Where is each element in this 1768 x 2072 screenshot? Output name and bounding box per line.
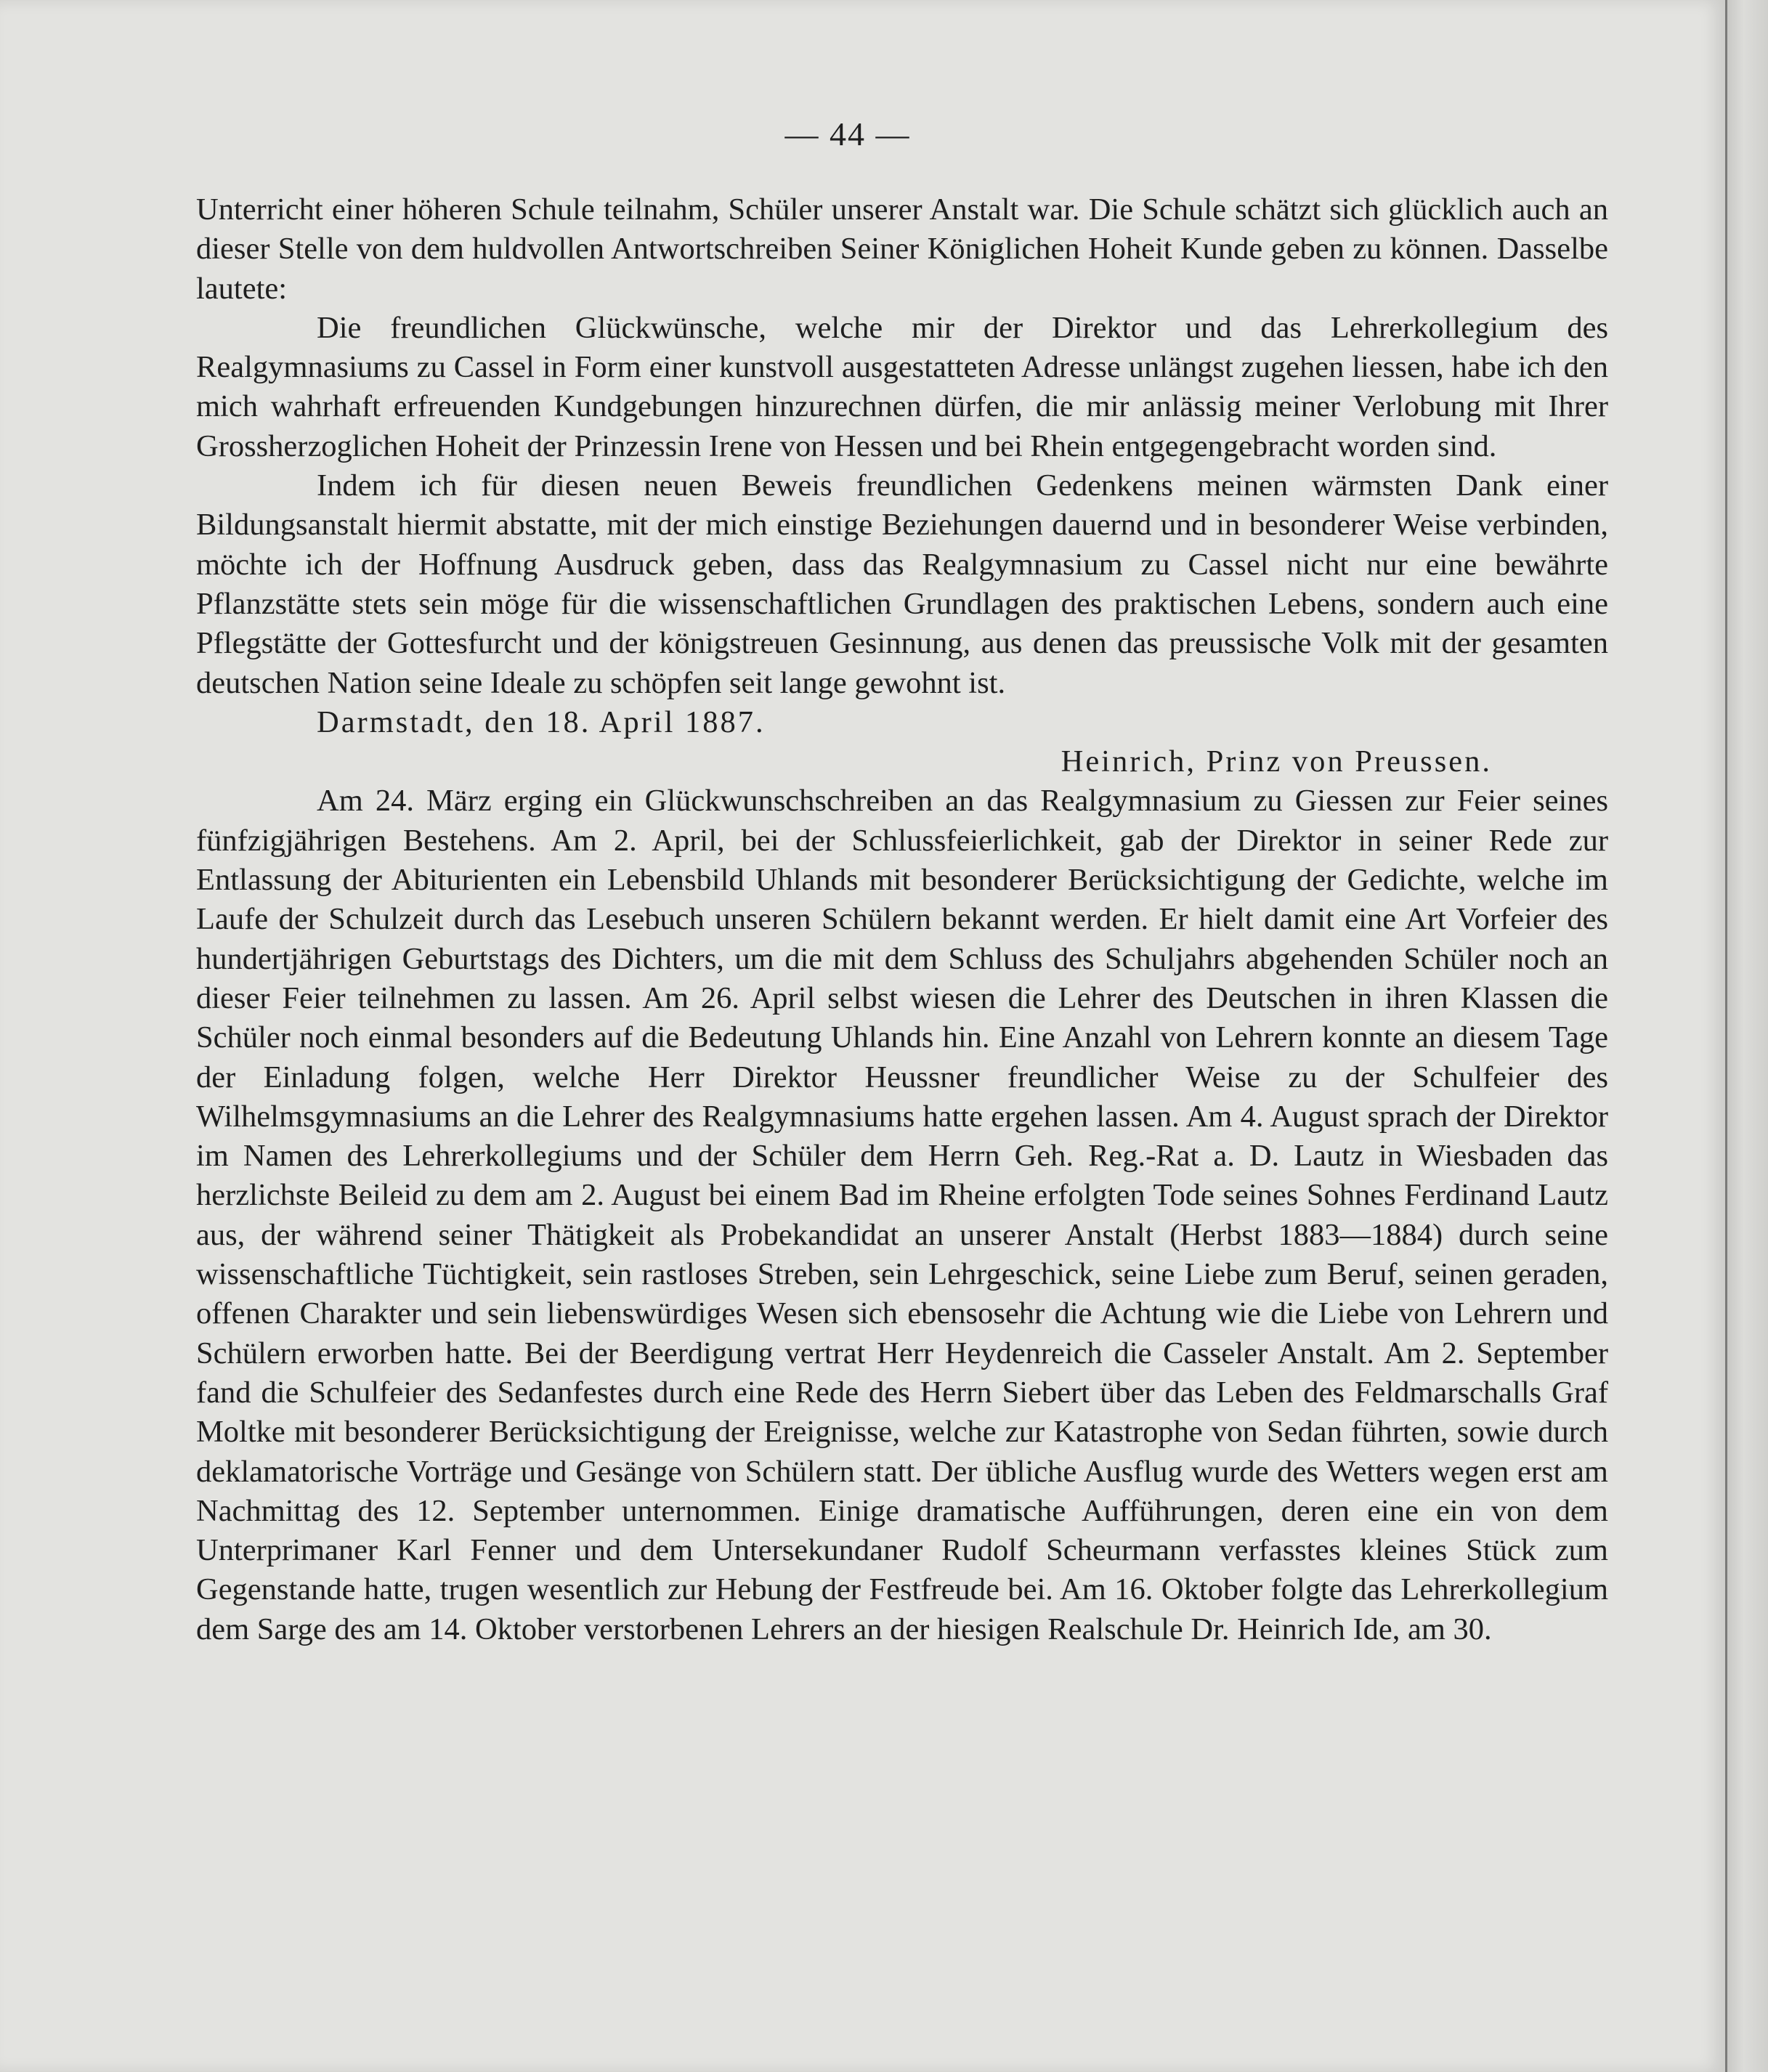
page-number: — 44 — <box>784 115 911 153</box>
paragraph-letter-2: Indem ich für diesen neuen Beweis freundlichen Gedenkens meinen wärmsten Dank einer Bildungsanstalt hiermit abstatte, mit der mich einstige Beziehungen dauernd und in besonderer Weise verbinden, möchte ich der Hoffnung Ausdruck geben, dass das Realgymnasium zu Cassel nicht nur eine bewährte Pflanzstätte stets sein möge für die wissenschaftlichen Grundlagen des praktischen Lebens, sondern auch eine Pflegstätte der Gottesfurcht und der königstreuen Gesinnung, aus denen das preussische Volk mit der gesamten deutschen Nation seine Ideale zu schöpfen seit lange gewohnt ist. <box>196 468 1608 700</box>
page-edge <box>1727 0 1768 2072</box>
paragraph-intro: Unterricht einer höheren Schule teilnahm, Schüler unserer Anstalt war. Die Schule schätzt sich glücklich auch an dieser Stelle von dem huldvollen Antwortschreiben Seiner Königlichen Hoheit Kunde geben zu können. Dasselbe lautete: <box>196 192 1608 306</box>
paragraph-letter-1: Die freundlichen Glückwünsche, welche mir der Direktor und das Lehrerkollegium des Realgymnasiums zu Cassel in Form einer kunstvoll ausgestatteten Adresse unlängst zugehen liessen, habe ich den mich wahrhaft erfreuenden Kundgebungen hinzurechnen dürfen, die mir anlässig meiner Verlobung mit Ihrer Grossherzoglichen Hoheit der Prinzessin Irene von Hessen und bei Rhein entgegengebracht worden sind. <box>196 310 1608 463</box>
body-text <box>196 190 1608 1649</box>
letter-date-line: Darmstadt, den 18. April 1887. <box>317 704 766 739</box>
letter-signature: Heinrich, Prinz von Preussen. <box>1061 744 1492 779</box>
paragraph-chronicle: Am 24. März erging ein Glückwunschschreiben an das Realgymnasium zu Giessen zur Feier seines fünfzigjährigen Bestehens. Am 2. April, bei der Schlussfeierlichkeit, gab der Direktor in seiner Rede zur Entlassung der Abiturienten ein Lebensbild Uhlands mit besonderer Berücksichtigung der Gedichte, welche im Laufe der Schulzeit durch das Lesebuch unseren Schülern bekannt werden. Er hielt damit eine Art Vorfeier des hundertjährigen Geburtstags des Dichters, um die mit dem Schluss des Schuljahrs abgehenden Schüler noch an dieser Feier teilnehmen zu lassen. Am 26. April selbst wiesen die Lehrer des Deutschen in ihren Klassen die Schüler noch einmal besonders auf die Bedeutung Uhlands hin. Eine Anzahl von Lehrern konnte an diesem Tage der Einladung folgen, welche Herr Direktor Heussner freundlicher Weise zu der Schulfeier des Wilhelmsgymnasiums an die Lehrer des Realgymnasiums hatte ergehen lassen. Am 4. August sprach der Direktor im Namen des Lehrerkollegiums und der Schüler dem Herrn Geh. Reg.-Rat a. D. Lautz in Wiesbaden das herzlichste Beileid zu dem am 2. August bei einem Bad im Rheine erfolgten Tode seines Sohnes Ferdinand Lautz aus, der während seiner Thätigkeit als Probekandidat an unserer Anstalt (Herbst 1883—1884) durch seine wissenschaftliche Tüchtigkeit, sein rastloses Streben, sein Lehrgeschick, seine Liebe zum Beruf, seinen geraden, offenen Charakter und sein liebenswürdiges Wesen sich ebensosehr die Achtung wie die Liebe von Lehrern und Schülern erworben hatte. Bei der Beerdigung vertrat Herr Heydenreich die Casseler Anstalt. Am 2. September fand die Schulfeier des Sedanfestes durch eine Rede des Herrn Siebert über das Leben des Feldmarschalls Graf Moltke mit besonderer Berücksichtigung der Ereignisse, welche zur Katastrophe von Sedan führten, sowie durch deklamatorische Vorträge und Gesänge von Schülern statt. Der übliche Ausflug wurde des Wetters wegen erst am Nachmittag des 12. September unternommen. Einige dramatische Aufführungen, deren eine ein von dem Unterprimaner Karl Fenner und dem Untersekundaner Rudolf Scheurmann verfasstes kleines Stück zum Gegenstande hatte, trugen wesentlich zur Hebung der Festfreude bei. Am 16. Oktober folgte das Lehrerkollegium dem Sarge des am 14. Oktober verstorbenen Lehrers an der hiesigen Realschule Dr. Heinrich Ide, am 30. <box>196 784 1608 1646</box>
